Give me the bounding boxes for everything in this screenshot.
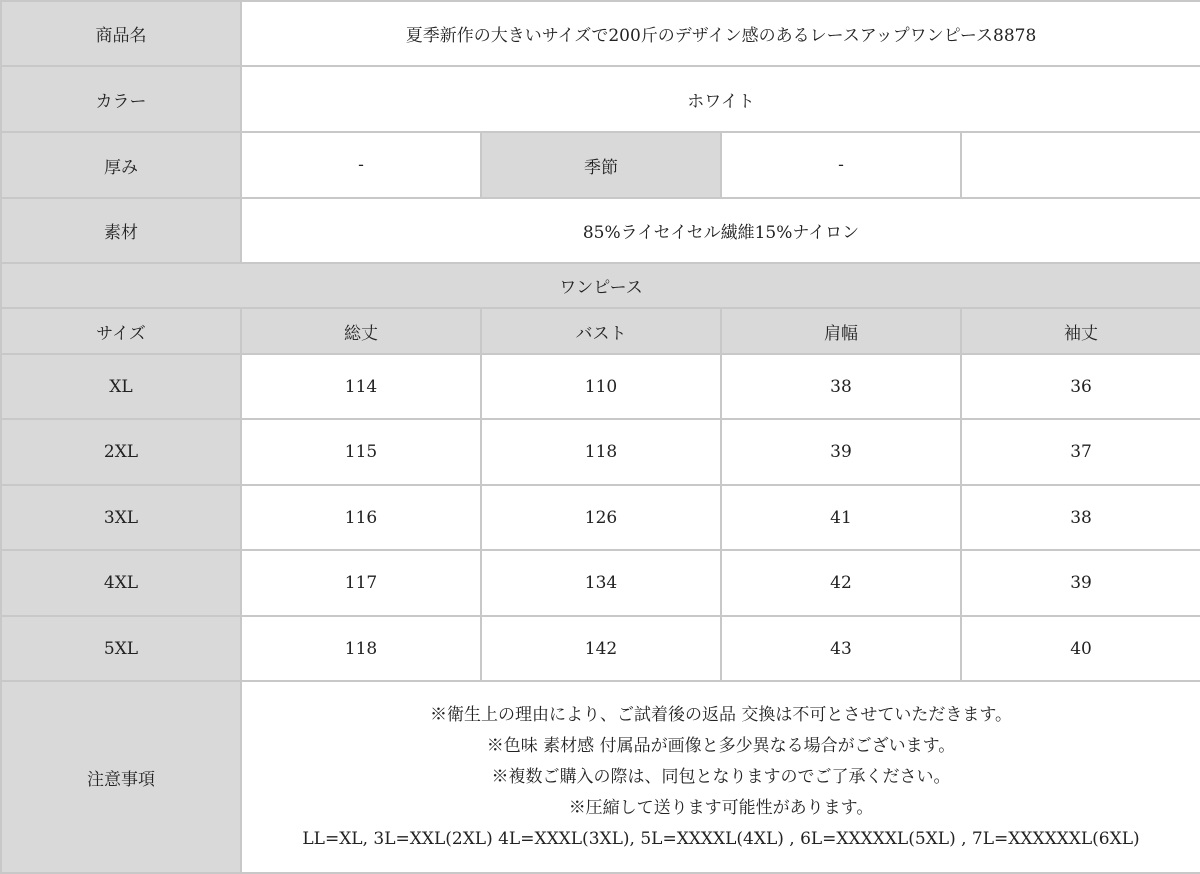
- bust-cell: 134: [481, 550, 721, 616]
- shoulder-cell: 38: [721, 354, 961, 419]
- sleeve-cell: 37: [961, 419, 1200, 485]
- material-row: [1, 198, 1200, 263]
- size-cell: 4XL: [1, 550, 241, 616]
- size-header-row: [1, 308, 1200, 354]
- size-row: [1, 354, 1200, 419]
- size-table-title: ワンピース: [1, 263, 1200, 308]
- size-conversion-line: LL=XL, 3L=XXL(2XL) 4L=XXXL(3XL), 5L=XXXXL(4XL) , 6L=XXXXXL(5XL) , 7L=XXXXXXL(6XL): [302, 828, 1140, 849]
- product-name-row: [1, 1, 1200, 66]
- size-table-title-row: [1, 263, 1200, 308]
- season-label: 季節: [481, 132, 721, 198]
- size-row: [1, 485, 1200, 550]
- length-cell: 114: [241, 354, 481, 419]
- sleeve-cell: 38: [961, 485, 1200, 550]
- bust-cell: 142: [481, 616, 721, 681]
- note-line: ※複数ご購入の際は、同包となりますのでご了承ください。: [491, 766, 951, 787]
- material-value: 85%ライセイセル繊維15%ナイロン: [241, 198, 1200, 263]
- shoulder-cell: 41: [721, 485, 961, 550]
- notes-content: [241, 681, 1200, 873]
- size-row: [1, 419, 1200, 485]
- header-size: サイズ: [1, 308, 241, 354]
- note-line: ※圧縮して送ります可能性があります。: [568, 797, 874, 818]
- size-cell: 3XL: [1, 485, 241, 550]
- header-length: 総丈: [241, 308, 481, 354]
- shoulder-cell: 42: [721, 550, 961, 616]
- header-shoulder: 肩幅: [721, 308, 961, 354]
- product-name-value: 夏季新作の大きいサイズで200斤のデザイン感のあるレースアップワンピース8878: [241, 1, 1200, 66]
- thickness-label: 厚み: [1, 132, 241, 198]
- sleeve-cell: 36: [961, 354, 1200, 419]
- header-bust: バスト: [481, 308, 721, 354]
- shoulder-cell: 39: [721, 419, 961, 485]
- header-sleeve: 袖丈: [961, 308, 1200, 354]
- color-label: カラー: [1, 66, 241, 132]
- color-row: [1, 66, 1200, 132]
- shoulder-cell: 43: [721, 616, 961, 681]
- thickness-value: -: [241, 132, 481, 198]
- length-cell: 117: [241, 550, 481, 616]
- thickness-season-row: [1, 132, 1200, 198]
- length-cell: 118: [241, 616, 481, 681]
- product-name-label: 商品名: [1, 1, 241, 66]
- size-cell: 2XL: [1, 419, 241, 485]
- bust-cell: 118: [481, 419, 721, 485]
- length-cell: 116: [241, 485, 481, 550]
- size-cell: 5XL: [1, 616, 241, 681]
- color-value: ホワイト: [241, 66, 1200, 132]
- note-line: ※色味 素材感 付属品が画像と多少異なる場合がございます。: [486, 735, 956, 756]
- notes-row: [1, 681, 1200, 873]
- season-value: -: [721, 132, 961, 198]
- size-cell: XL: [1, 354, 241, 419]
- bust-cell: 110: [481, 354, 721, 419]
- notes-label: 注意事項: [1, 681, 241, 873]
- size-row: [1, 616, 1200, 681]
- note-line: ※衛生上の理由により、ご試着後の返品 交換は不可とさせていただきます。: [429, 704, 1013, 725]
- sleeve-cell: 39: [961, 550, 1200, 616]
- bust-cell: 126: [481, 485, 721, 550]
- empty-cell: [961, 132, 1200, 198]
- sleeve-cell: 40: [961, 616, 1200, 681]
- size-row: [1, 550, 1200, 616]
- length-cell: 115: [241, 419, 481, 485]
- material-label: 素材: [1, 198, 241, 263]
